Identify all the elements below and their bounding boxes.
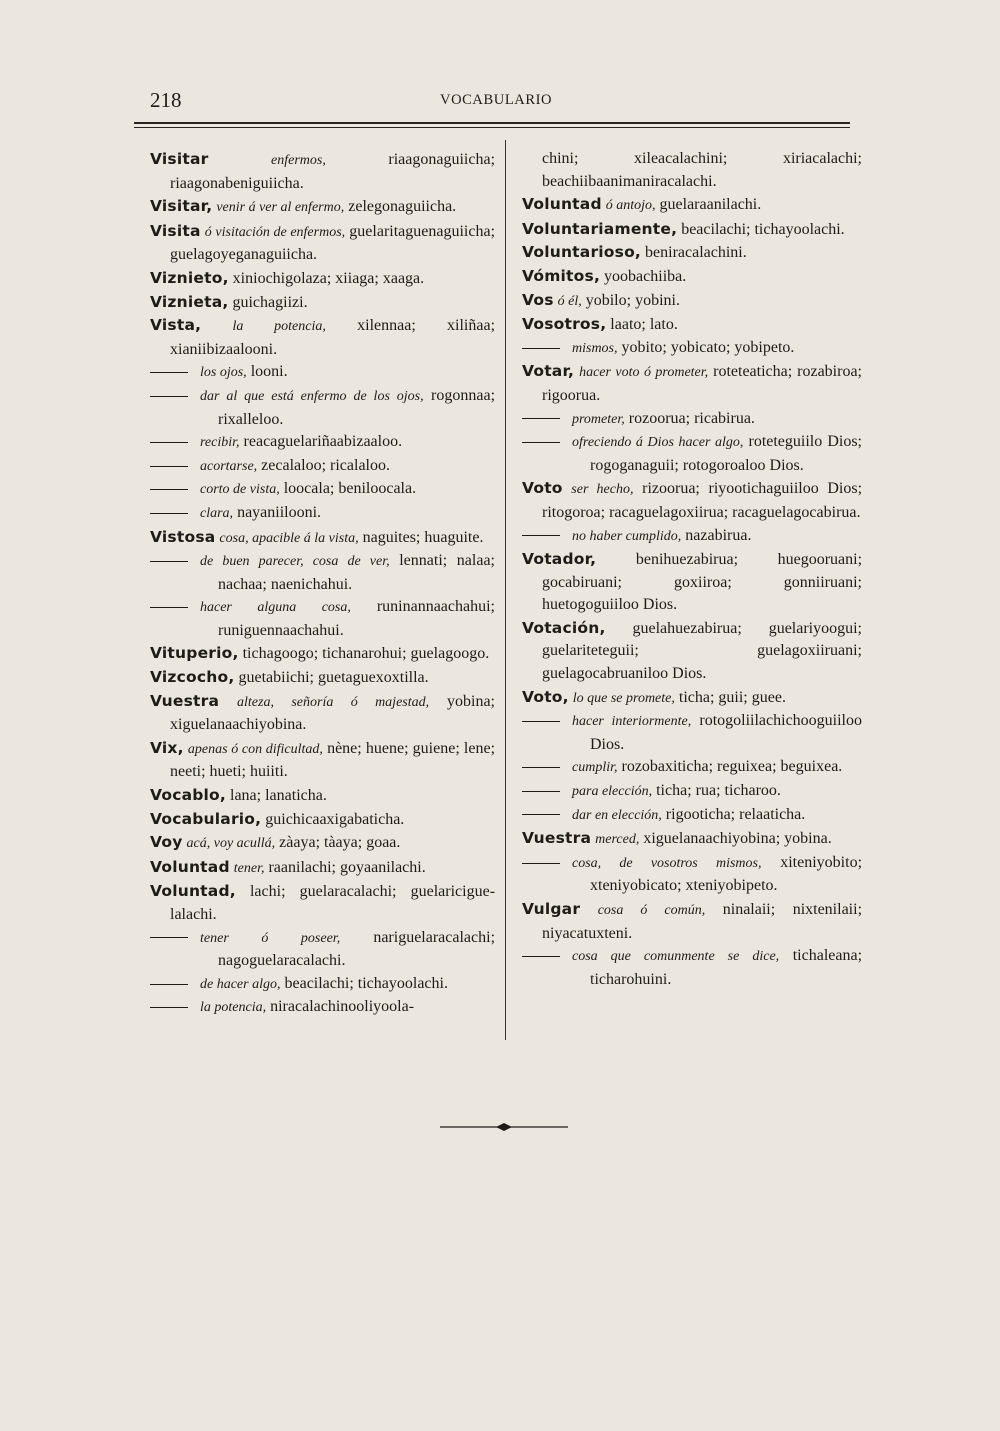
zapotec-translation: xiguelanaachiyobina; yobina. bbox=[643, 830, 832, 848]
sub-entry bbox=[150, 927, 495, 973]
headword: Vix, bbox=[150, 738, 184, 757]
spanish-gloss: no haber cumplido, bbox=[572, 528, 682, 544]
headword: Viznieto, bbox=[150, 268, 229, 287]
headword: Votación, bbox=[522, 618, 606, 637]
spanish-gloss: hacer voto ó prometer, bbox=[579, 365, 709, 381]
dictionary-entry bbox=[522, 686, 862, 711]
zapotec-translation: roteteaticha; rozabiroa; rigoorua. bbox=[542, 363, 862, 404]
spanish-gloss: hacer interiormente, bbox=[572, 714, 692, 730]
ditto-dash bbox=[150, 607, 188, 608]
spanish-gloss: dar en elección, bbox=[572, 807, 662, 823]
zapotec-translation: beacilachi; tichayoolachi. bbox=[284, 974, 448, 992]
dictionary-entry bbox=[150, 880, 495, 926]
spanish-gloss: corto de vista, bbox=[200, 482, 280, 498]
zapotec-translation: looni. bbox=[250, 363, 288, 381]
spanish-gloss: ó él, bbox=[557, 293, 582, 309]
zapotec-translation: niracalachinooliyoola- bbox=[270, 998, 415, 1016]
ditto-dash bbox=[150, 466, 188, 467]
dictionary-entry bbox=[150, 784, 495, 808]
dictionary-entry bbox=[150, 642, 495, 666]
headword: Vómitos, bbox=[522, 266, 601, 285]
sub-entry bbox=[150, 973, 495, 997]
ditto-dash bbox=[150, 1007, 188, 1008]
ornament-rule-icon bbox=[440, 1122, 568, 1132]
spanish-gloss: apenas ó con dificultad, bbox=[187, 741, 323, 757]
dictionary-entry bbox=[522, 477, 862, 524]
spanish-gloss: alteza, señoría ó majestad, bbox=[237, 694, 430, 710]
sub-entry bbox=[150, 385, 495, 431]
ditto-dash bbox=[150, 937, 188, 938]
ditto-dash bbox=[522, 956, 560, 957]
spanish-gloss: enfermos, bbox=[271, 153, 326, 168]
spanish-gloss: ser hecho, bbox=[571, 482, 634, 498]
spanish-gloss: cosa que comunmente se dice, bbox=[572, 949, 780, 965]
spanish-gloss: los ojos, bbox=[200, 365, 247, 381]
spanish-gloss: cosa, de vosotros mismos, bbox=[572, 855, 762, 871]
headword: Voluntad bbox=[522, 195, 602, 214]
zapotec-translation: ninalaii; nixtenilaii; niyacatuxteni. bbox=[542, 901, 863, 942]
headword: Visita bbox=[150, 221, 201, 240]
zapotec-translation: yoobachiiba. bbox=[604, 267, 687, 285]
headword: Voy bbox=[150, 833, 183, 852]
sub-entry bbox=[522, 431, 862, 477]
spanish-gloss: venir á ver al enfermo, bbox=[216, 200, 345, 216]
spanish-gloss: la potencia, bbox=[232, 319, 326, 335]
headword: Visitar, bbox=[150, 197, 213, 216]
zapotec-translation: nariguelaracalachi; nagoguelaracalachi. bbox=[218, 928, 496, 970]
ditto-dash bbox=[150, 489, 188, 490]
headword: Vos bbox=[522, 290, 554, 309]
zapotec-translation: lennati; nalaa; nachaa; naenichahui. bbox=[218, 552, 495, 593]
zapotec-translation: raanilachi; goyaanilachi. bbox=[268, 858, 426, 876]
spanish-gloss: prometer, bbox=[572, 411, 625, 427]
zapotec-translation: nazabirua. bbox=[685, 526, 752, 544]
zapotec-translation: benihuezabirua; huegooruani; gocabiruani; goxiiroa; gonniiruani; huetogoguiiloo Dios. bbox=[542, 551, 863, 614]
dictionary-entry bbox=[150, 267, 495, 291]
spanish-gloss: cosa ó común, bbox=[597, 903, 706, 918]
dictionary-entry bbox=[150, 195, 495, 220]
headword: Vistosa bbox=[150, 527, 216, 546]
zapotec-translation: beacilachi; tichayoolachi. bbox=[681, 220, 845, 238]
spanish-gloss: mismos, bbox=[572, 340, 618, 356]
spanish-gloss: recibir, bbox=[200, 435, 240, 451]
dictionary-entry bbox=[522, 548, 862, 617]
spanish-gloss: clara, bbox=[200, 505, 234, 521]
dictionary-entry bbox=[150, 737, 495, 784]
dictionary-entry bbox=[150, 148, 495, 195]
ditto-dash bbox=[150, 561, 188, 562]
ditto-dash bbox=[522, 535, 560, 536]
dictionary-entry bbox=[522, 218, 862, 242]
zapotec-translation: tichaleana; ticharohuini. bbox=[590, 947, 863, 988]
page-number: 218 bbox=[150, 88, 182, 112]
dictionary-entry bbox=[522, 265, 862, 289]
zapotec-translation: guelaritaguenaguiicha; guelagoyeganaguiicha. bbox=[170, 222, 496, 264]
sub-entry bbox=[150, 455, 495, 479]
spanish-gloss: tener, bbox=[233, 860, 265, 876]
dictionary-entry bbox=[522, 193, 862, 218]
headword: Vulgar bbox=[522, 900, 581, 918]
zapotec-translation: lachi; guelaracalachi; guelariciguelalachi. bbox=[170, 883, 496, 923]
ditto-dash bbox=[522, 442, 560, 443]
zapotec-translation: guichagiizi. bbox=[232, 293, 308, 311]
zapotec-translation: yobito; yobicato; yobipeto. bbox=[621, 338, 795, 356]
spanish-gloss: hacer alguna cosa, bbox=[200, 600, 351, 616]
sub-entry bbox=[522, 337, 862, 361]
spanish-gloss: acortarse, bbox=[200, 458, 258, 474]
spanish-gloss: merced, bbox=[595, 832, 640, 848]
zapotec-translation: xilennaa; xiliñaa; xianiibizaalooni. bbox=[170, 317, 496, 358]
headword: Voluntariamente, bbox=[522, 219, 678, 238]
entry-continuation bbox=[522, 148, 862, 193]
sub-entry bbox=[522, 780, 862, 804]
headword: Voluntad, bbox=[150, 882, 236, 901]
headword: Voto bbox=[522, 479, 563, 498]
dictionary-entry bbox=[150, 690, 495, 737]
dictionary-entry bbox=[150, 220, 495, 267]
spanish-gloss: cosa, apacible á la vista, bbox=[219, 530, 359, 546]
dictionary-entry bbox=[522, 289, 862, 314]
zapotec-translation: xiniochigolaza; xiiaga; xaaga. bbox=[232, 269, 425, 287]
headword: Vizcocho, bbox=[150, 668, 235, 687]
sub-entry bbox=[522, 945, 862, 991]
ditto-dash bbox=[522, 767, 560, 768]
headword: Votar, bbox=[522, 362, 575, 381]
spanish-gloss: cumplir, bbox=[572, 760, 618, 776]
spanish-gloss: de hacer algo, bbox=[200, 976, 281, 992]
zapotec-translation: loocala; beniloocala. bbox=[283, 480, 417, 498]
sub-entry bbox=[150, 996, 495, 1020]
zapotec-translation: tichagoogo; tichanarohui; guelagoogo. bbox=[242, 645, 490, 663]
sub-entry bbox=[150, 502, 495, 526]
spanish-gloss: de buen parecer, cosa de ver, bbox=[200, 554, 390, 570]
sub-entry bbox=[522, 804, 862, 828]
sub-entry bbox=[150, 431, 495, 455]
zapotec-translation: rigooticha; relaaticha. bbox=[665, 805, 806, 823]
ditto-dash bbox=[150, 372, 188, 373]
zapotec-translation: riaagonaguiicha; riaagonabeniguiicha. bbox=[170, 151, 496, 192]
zapotec-translation: rizoorua; riyootichaguiiloo Dios; ritogoroa; racaguelagoxiirua; racaguelagocabirua. bbox=[542, 480, 863, 521]
spanish-gloss: dar al que está enfermo de los ojos, bbox=[200, 388, 424, 404]
ditto-dash bbox=[522, 348, 560, 349]
column-divider bbox=[505, 140, 506, 1040]
zapotec-translation: beniracalachini. bbox=[645, 244, 747, 262]
sub-entry bbox=[150, 550, 495, 596]
sub-entry bbox=[522, 525, 862, 549]
dictionary-entry bbox=[150, 808, 495, 832]
headword: Viznieta, bbox=[150, 292, 229, 311]
ditto-dash bbox=[522, 791, 560, 792]
zapotec-translation: ticha; guii; guee. bbox=[678, 688, 786, 706]
zapotec-translation: guelaraanilachi. bbox=[659, 196, 762, 214]
spanish-gloss: ofreciendo á Dios hacer algo, bbox=[572, 435, 744, 451]
zapotec-translation: zàaya; tàaya; goaa. bbox=[279, 834, 401, 852]
sub-entry bbox=[150, 596, 495, 642]
sub-entry bbox=[150, 361, 495, 385]
zapotec-translation: guetabiichi; guetaguexoxtilla. bbox=[238, 669, 429, 687]
zapotec-translation: rotogoliilachichooguiiloo Dios. bbox=[590, 712, 862, 753]
zapotec-translation: guelahuezabirua; guelariyoogui; guelariteteguii; guelagoxiiruani; guelagocabruaniloo Dios. bbox=[542, 619, 862, 683]
headword: Voto, bbox=[522, 687, 569, 706]
ditto-dash bbox=[522, 721, 560, 722]
zapotec-translation: chini; xileacalachini; xiriacalachi; beachiibaanimaniracalachi. bbox=[542, 150, 862, 190]
sub-entry bbox=[522, 710, 862, 756]
zapotec-translation: zecalaloo; ricalaloo. bbox=[261, 456, 390, 474]
zapotec-translation: xiteniyobito; xteniyobicato; xteniyobipeto. bbox=[590, 853, 863, 895]
running-title: VOCABULARIO bbox=[440, 92, 553, 108]
ditto-dash bbox=[522, 863, 560, 864]
zapotec-translation: guichicaaxigabaticha. bbox=[265, 810, 405, 828]
dictionary-entry bbox=[522, 313, 862, 337]
spanish-gloss: acá, voy acullá, bbox=[186, 836, 276, 852]
headword: Voluntarioso, bbox=[522, 243, 642, 262]
headword: Vuestra bbox=[150, 691, 220, 710]
ditto-dash bbox=[150, 984, 188, 985]
sub-entry bbox=[522, 408, 862, 432]
sub-entry bbox=[522, 756, 862, 780]
headword: Visitar bbox=[150, 150, 209, 168]
dictionary-entry bbox=[522, 617, 862, 686]
zapotec-translation: reacaguelariñaabizaaloo. bbox=[243, 433, 403, 451]
zapotec-translation: yobina; xiguelanaachiyobina. bbox=[170, 692, 495, 734]
headword: Vosotros, bbox=[522, 315, 607, 334]
headword: Vuestra bbox=[522, 829, 592, 848]
spanish-gloss: la potencia, bbox=[200, 1000, 267, 1016]
headword: Vista, bbox=[150, 316, 202, 335]
zapotec-translation: naguites; huaguite. bbox=[362, 528, 484, 546]
zapotec-translation: roteteguiilo Dios; rogoganaguii; rotogoroaloo Dios. bbox=[590, 433, 862, 474]
dictionary-entry bbox=[522, 360, 862, 407]
sub-entry bbox=[522, 852, 862, 898]
dictionary-entry bbox=[150, 856, 495, 881]
headword: Vocabulario, bbox=[150, 809, 262, 828]
zapotec-translation: laato; lato. bbox=[610, 316, 678, 334]
zapotec-translation: rogonnaa; rixalleloo. bbox=[218, 386, 496, 428]
sub-entry bbox=[150, 478, 495, 502]
zapotec-translation: runinannaachahui; runiguennaachahui. bbox=[218, 598, 495, 639]
ditto-dash bbox=[150, 442, 188, 443]
header-rule-thick bbox=[134, 122, 850, 124]
zapotec-translation: rozobaxiticha; reguixea; beguixea. bbox=[621, 758, 843, 776]
spanish-gloss: ó antojo, bbox=[605, 198, 656, 214]
zapotec-translation: zelegonaguiicha. bbox=[348, 198, 457, 216]
left-column bbox=[150, 148, 495, 1020]
dictionary-entry bbox=[522, 241, 862, 265]
spanish-gloss: para elección, bbox=[572, 784, 653, 800]
dictionary-entry bbox=[150, 526, 495, 551]
dictionary-entry bbox=[150, 314, 495, 361]
headword: Votador, bbox=[522, 550, 597, 569]
zapotec-translation: nène; huene; guiene; lene; neeti; hueti; huiiti. bbox=[170, 739, 496, 781]
dictionary-entry bbox=[150, 831, 495, 856]
dictionary-entry bbox=[522, 898, 862, 945]
right-column bbox=[522, 148, 862, 991]
zapotec-translation: nayaniilooni. bbox=[237, 503, 322, 521]
header-rule-thin bbox=[134, 127, 850, 128]
ditto-dash bbox=[150, 513, 188, 514]
ditto-dash bbox=[522, 814, 560, 815]
ditto-dash bbox=[150, 396, 188, 397]
zapotec-translation: rozoorua; ricabirua. bbox=[628, 409, 755, 427]
spanish-gloss: ó visitación de enfermos, bbox=[204, 224, 346, 240]
ditto-dash bbox=[522, 418, 560, 419]
headword: Vituperio, bbox=[150, 644, 239, 663]
zapotec-translation: yobilo; yobini. bbox=[585, 291, 680, 309]
zapotec-translation: ticha; rua; ticharoo. bbox=[656, 782, 781, 800]
dictionary-entry bbox=[150, 291, 495, 315]
spanish-gloss: tener ó poseer, bbox=[200, 930, 341, 946]
headword: Vocablo, bbox=[150, 786, 226, 805]
dictionary-entry bbox=[522, 827, 862, 852]
dictionary-entry bbox=[150, 666, 495, 690]
headword: Voluntad bbox=[150, 857, 230, 876]
spanish-gloss: lo que se promete, bbox=[572, 690, 675, 706]
zapotec-translation: lana; lanaticha. bbox=[230, 787, 327, 805]
